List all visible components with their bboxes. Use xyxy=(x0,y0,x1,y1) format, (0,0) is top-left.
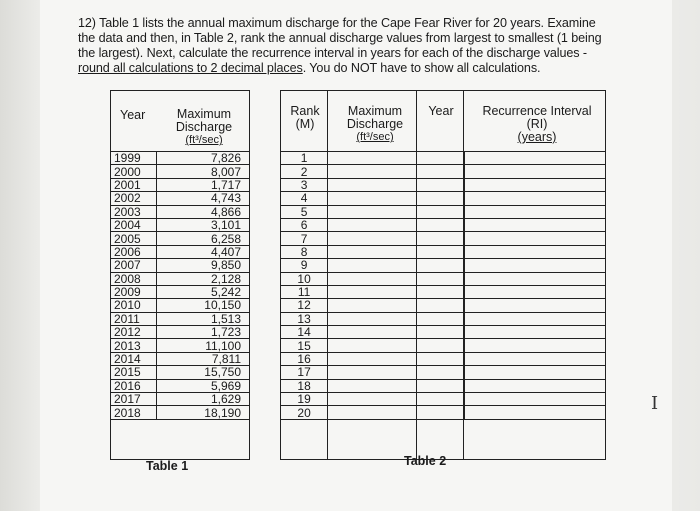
table2-rank-cell: 11 xyxy=(281,285,328,298)
table2-header-ri-line2: (RI) xyxy=(526,117,548,131)
table2-rank-cell: 13 xyxy=(281,312,328,325)
table2-header-rank-line1: Rank xyxy=(290,104,320,118)
table1-header-discharge xyxy=(164,108,244,147)
table2-rank-cell: 19 xyxy=(281,393,328,406)
table1-year-cell: 2015 xyxy=(111,366,157,379)
table2-rank-cell: 7 xyxy=(281,232,328,245)
table2-rank-cell: 15 xyxy=(281,339,328,352)
table2-row xyxy=(281,339,606,352)
table2-rank-cell: 20 xyxy=(281,406,328,419)
table2-discharge-blank-cell[interactable] xyxy=(328,205,417,218)
table1-year-cell: 2007 xyxy=(111,259,157,272)
table1-header-discharge-unit: (ft³/sec) xyxy=(185,134,223,146)
table2-rank-cell: 1 xyxy=(281,152,328,165)
table1-row xyxy=(111,285,250,298)
table1-year-cell: 2000 xyxy=(111,165,157,178)
table1-year-cell: 2018 xyxy=(111,406,157,419)
table2-year-blank-cell[interactable] xyxy=(417,312,464,325)
table1-row xyxy=(111,406,250,419)
table2-header-discharge-line2: Discharge xyxy=(346,117,404,131)
table1-discharge-cell: 6,258 xyxy=(156,232,249,245)
table2-discharge-blank-cell[interactable] xyxy=(328,178,417,191)
table2-year-blank-cell[interactable] xyxy=(417,272,464,285)
table2-year-blank-cell[interactable] xyxy=(417,259,464,272)
table1-discharge-cell: 1,723 xyxy=(156,326,249,339)
table2-ri-blank-cell[interactable] xyxy=(464,152,605,165)
table1-year-cell: 2001 xyxy=(111,178,157,191)
table2-row xyxy=(281,205,606,218)
table1-discharge-cell: 4,743 xyxy=(156,192,249,205)
table1-year-cell: 1999 xyxy=(111,152,157,165)
table2-rank-cell: 6 xyxy=(281,218,328,231)
table1-row xyxy=(111,192,250,205)
text-cursor-icon: I xyxy=(651,393,659,414)
table2-year-blank-cell[interactable] xyxy=(417,152,464,165)
table1-year-cell: 2011 xyxy=(111,312,157,325)
table1-year-cell: 2013 xyxy=(111,339,157,352)
table1-discharge-cell: 4,407 xyxy=(156,245,249,258)
table2-year-blank-cell[interactable] xyxy=(417,218,464,231)
table1-row xyxy=(111,379,250,392)
table1-row xyxy=(111,339,250,352)
table1-year-cell: 2012 xyxy=(111,326,157,339)
table1-row xyxy=(111,312,250,325)
table2-header-discharge-line1: Maximum xyxy=(347,104,403,118)
table1-row xyxy=(111,245,250,258)
table1-row xyxy=(111,366,250,379)
table1-row xyxy=(111,352,250,365)
table2-caption: Table 2 xyxy=(404,454,447,468)
question-line-3: the largest). Next, calculate the recurrence interval in years for each of the discharge values - xyxy=(78,46,587,60)
table2-row xyxy=(281,406,606,419)
table2-year-blank-cell[interactable] xyxy=(417,393,464,406)
table2-rank-cell: 10 xyxy=(281,272,328,285)
table2-discharge-blank-cell[interactable] xyxy=(328,339,417,352)
table2-year-blank-cell[interactable] xyxy=(417,205,464,218)
table2-row xyxy=(281,285,606,298)
table2-year-blank-cell[interactable] xyxy=(417,299,464,312)
table1-row xyxy=(111,299,250,312)
table2-ri-blank-cell[interactable] xyxy=(464,326,605,339)
table2-ri-blank-cell[interactable] xyxy=(464,406,605,419)
table1-year-cell: 2008 xyxy=(111,272,157,285)
table2-discharge-blank-cell[interactable] xyxy=(328,218,417,231)
table2-discharge-blank-cell[interactable] xyxy=(328,192,417,205)
table2-discharge-blank-cell[interactable] xyxy=(328,152,417,165)
table1-discharge-cell: 2,128 xyxy=(156,272,249,285)
table1-row xyxy=(111,152,250,165)
table2-ri-blank-cell[interactable] xyxy=(464,178,605,191)
table2-discharge-blank-cell[interactable] xyxy=(328,245,417,258)
table2-discharge-blank-cell[interactable] xyxy=(328,259,417,272)
table1-year-cell: 2009 xyxy=(111,285,157,298)
table2-ri-blank-cell[interactable] xyxy=(464,352,605,365)
table1-row xyxy=(111,393,250,406)
table2-row xyxy=(281,218,606,231)
table2-header-rank-line2: (M) xyxy=(295,117,315,131)
table2-row xyxy=(281,245,606,258)
table2-row xyxy=(281,299,606,312)
table1-discharge-cell: 11,100 xyxy=(156,339,249,352)
table2-year-blank-cell[interactable] xyxy=(417,232,464,245)
table2-discharge-blank-cell[interactable] xyxy=(328,312,417,325)
table2-rank-cell: 2 xyxy=(281,165,328,178)
table2-rank-cell: 18 xyxy=(281,379,328,392)
table1-row xyxy=(111,218,250,231)
table2-ri-blank-cell[interactable] xyxy=(464,165,605,178)
table2-ri-blank-cell[interactable] xyxy=(464,232,605,245)
table2-row xyxy=(281,192,606,205)
table1-discharge-cell: 7,811 xyxy=(156,352,249,365)
table1-row xyxy=(111,205,250,218)
table2-discharge-blank-cell[interactable] xyxy=(328,326,417,339)
table1-header-discharge-line2: Discharge xyxy=(175,120,233,134)
table2-rank-cell: 12 xyxy=(281,299,328,312)
table1-discharge-cell: 4,866 xyxy=(156,205,249,218)
table2-row xyxy=(281,165,606,178)
table2-row xyxy=(281,326,606,339)
table2-row xyxy=(281,259,606,272)
table1 xyxy=(110,151,250,420)
table2-header-ri-line3: (years) xyxy=(517,130,557,144)
table2-discharge-blank-cell[interactable] xyxy=(328,272,417,285)
table2-year-blank-cell[interactable] xyxy=(417,339,464,352)
table2-ri-blank-cell[interactable] xyxy=(464,272,605,285)
table2-year-blank-cell[interactable] xyxy=(417,326,464,339)
table2-rank-cell: 9 xyxy=(281,259,328,272)
table2-rank-cell: 5 xyxy=(281,205,328,218)
table2-discharge-blank-cell[interactable] xyxy=(328,232,417,245)
table1-discharge-cell: 5,969 xyxy=(156,379,249,392)
table2-rank-cell: 14 xyxy=(281,326,328,339)
table2-row xyxy=(281,152,606,165)
question-text xyxy=(78,16,638,76)
table1-header-year: Year xyxy=(120,108,146,122)
table1-discharge-cell: 9,850 xyxy=(156,259,249,272)
table2-row xyxy=(281,272,606,285)
question-line-4 xyxy=(78,61,638,76)
table2-year-blank-cell[interactable] xyxy=(417,379,464,392)
table1-header-discharge-line1: Maximum xyxy=(176,107,232,121)
table2-discharge-blank-cell[interactable] xyxy=(328,165,417,178)
table1-row xyxy=(111,326,250,339)
table2-discharge-blank-cell[interactable] xyxy=(328,352,417,365)
table2-rank-cell: 17 xyxy=(281,366,328,379)
table2-ri-blank-cell[interactable] xyxy=(464,192,605,205)
table1-year-cell: 2017 xyxy=(111,393,157,406)
table1-year-cell: 2005 xyxy=(111,232,157,245)
table1-year-cell: 2016 xyxy=(111,379,157,392)
table2-year-blank-cell[interactable] xyxy=(417,245,464,258)
table2-ri-blank-cell[interactable] xyxy=(464,218,605,231)
table2-header-year: Year xyxy=(428,104,454,118)
table1-year-cell: 2004 xyxy=(111,218,157,231)
table1-discharge-cell: 3,101 xyxy=(156,218,249,231)
table2-ri-blank-cell[interactable] xyxy=(464,259,605,272)
table2-rank-cell: 4 xyxy=(281,192,328,205)
table2-body xyxy=(281,152,606,420)
table1-discharge-cell: 18,190 xyxy=(156,406,249,419)
table1-row xyxy=(111,232,250,245)
table2-header-ri-line1: Recurrence Interval xyxy=(482,104,592,118)
table1-caption: Table 1 xyxy=(146,459,189,473)
table2-ri-blank-cell[interactable] xyxy=(464,393,605,406)
table2-header-discharge-unit: (ft³/sec) xyxy=(356,131,394,143)
table1-year-cell: 2014 xyxy=(111,352,157,365)
table2-discharge-blank-cell[interactable] xyxy=(328,406,417,419)
table1-row xyxy=(111,272,250,285)
table1-row xyxy=(111,178,250,191)
table2-discharge-blank-cell[interactable] xyxy=(328,366,417,379)
table1-discharge-cell: 5,242 xyxy=(156,285,249,298)
table1-discharge-cell: 1,717 xyxy=(156,178,249,191)
table1-discharge-cell: 7,826 xyxy=(156,152,249,165)
table1-discharge-cell: 15,750 xyxy=(156,366,249,379)
table1-row xyxy=(111,259,250,272)
table2-discharge-blank-cell[interactable] xyxy=(328,285,417,298)
table2-year-blank-cell[interactable] xyxy=(417,165,464,178)
table2-row xyxy=(281,393,606,406)
table2-rank-cell: 3 xyxy=(281,178,328,191)
table2-header-ri xyxy=(470,105,604,144)
table2 xyxy=(280,151,606,420)
table2-discharge-blank-cell[interactable] xyxy=(328,393,417,406)
table1-year-cell: 2010 xyxy=(111,299,157,312)
table1-row xyxy=(111,165,250,178)
table2-row xyxy=(281,178,606,191)
table2-ri-blank-cell[interactable] xyxy=(464,312,605,325)
table2-row xyxy=(281,379,606,392)
table2-header-rank xyxy=(284,105,326,131)
question-line-2: the data and then, in Table 2, rank the annual discharge values from largest to smallest (1 being xyxy=(78,31,602,45)
table2-rank-cell: 16 xyxy=(281,352,328,365)
question-line-4-rest: . You do NOT have to show all calculations. xyxy=(302,61,541,75)
table1-year-cell: 2002 xyxy=(111,192,157,205)
table2-ri-blank-cell[interactable] xyxy=(464,285,605,298)
table2-year-blank-cell[interactable] xyxy=(417,285,464,298)
table1-body xyxy=(111,152,250,420)
table2-ri-blank-cell[interactable] xyxy=(464,245,605,258)
table2-row xyxy=(281,232,606,245)
table2-rank-cell: 8 xyxy=(281,245,328,258)
table1-year-cell: 2006 xyxy=(111,245,157,258)
table2-year-blank-cell[interactable] xyxy=(417,178,464,191)
table2-ri-blank-cell[interactable] xyxy=(464,299,605,312)
table2-discharge-blank-cell[interactable] xyxy=(328,299,417,312)
table2-discharge-blank-cell[interactable] xyxy=(328,379,417,392)
table1-year-cell: 2003 xyxy=(111,205,157,218)
table2-ri-blank-cell[interactable] xyxy=(464,339,605,352)
table2-ri-blank-cell[interactable] xyxy=(464,366,605,379)
table2-year-blank-cell[interactable] xyxy=(417,192,464,205)
table2-ri-blank-cell[interactable] xyxy=(464,205,605,218)
table2-year-blank-cell[interactable] xyxy=(417,366,464,379)
question-line-1: 12) Table 1 lists the annual maximum discharge for the Cape Fear River for 20 years. Examine xyxy=(78,16,596,30)
table2-header-discharge xyxy=(340,105,410,144)
table1-discharge-cell: 1,513 xyxy=(156,312,249,325)
table2-row xyxy=(281,366,606,379)
rounding-instruction: round all calculations to 2 decimal places xyxy=(78,61,303,75)
table2-ri-blank-cell[interactable] xyxy=(464,379,605,392)
table1-discharge-cell: 10,150 xyxy=(156,299,249,312)
table2-year-blank-cell[interactable] xyxy=(417,406,464,419)
table2-row xyxy=(281,352,606,365)
table1-discharge-cell: 8,007 xyxy=(156,165,249,178)
table2-year-blank-cell[interactable] xyxy=(417,352,464,365)
table2-row xyxy=(281,312,606,325)
table1-discharge-cell: 1,629 xyxy=(156,393,249,406)
